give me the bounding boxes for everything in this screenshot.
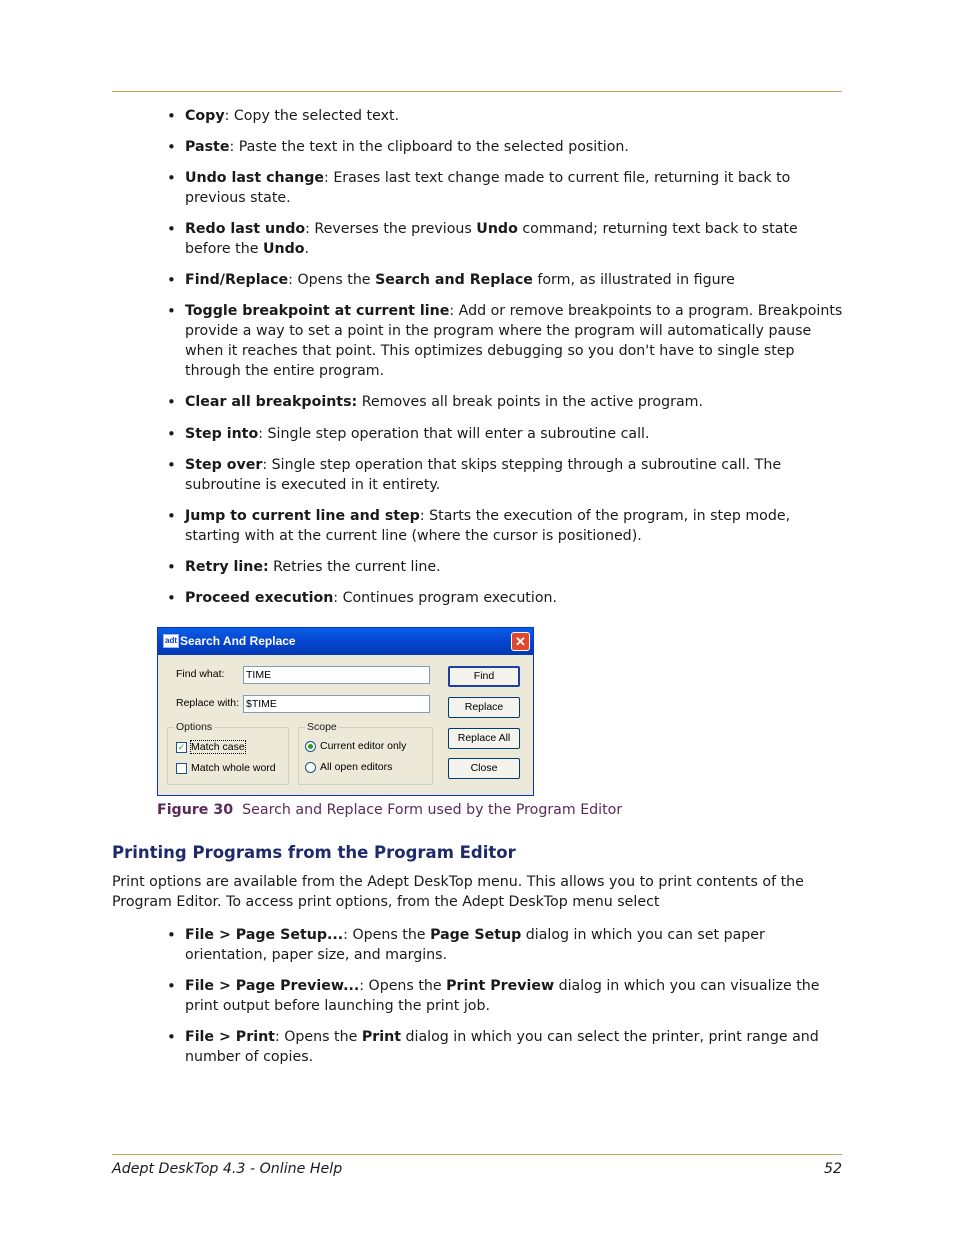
all-open-editors-label[interactable]: All open editors [320, 761, 393, 773]
dialog-titlebar[interactable] [158, 628, 533, 655]
list-item: • Retry line: Retries the current line. [165, 557, 845, 577]
list-item: • Jump to current line and step: Starts the execution of the program, in step mode, starting with at the current line (where the cursor is positioned). [165, 506, 845, 546]
replace-with-label: Replace with: [176, 697, 240, 709]
replace-button[interactable]: Replace [448, 697, 520, 718]
options-group-label: Options [176, 721, 213, 733]
figure-caption [157, 802, 622, 818]
match-case-checkbox[interactable]: ✓ [177, 742, 186, 752]
footer-title: Adept DeskTop 4.3 - Online Help [112, 1161, 343, 1177]
section-intro: Print options are available from the Adept DeskTop menu. This allows you to print contents of the Program Editor. To access print options, from the Adept DeskTop menu select [112, 874, 804, 910]
print-options-list [165, 925, 845, 1067]
editor-commands-list [165, 106, 845, 608]
scope-group-label: Scope [307, 721, 337, 733]
find-button[interactable]: Find [448, 666, 520, 687]
scope-group [298, 721, 433, 785]
header-rule [112, 91, 842, 92]
list-item: • Clear all breakpoints: Removes all break points in the active program. [165, 392, 845, 412]
list-item: • Redo last undo: Reverses the previous Undo command; returning text back to state before the Undo. [165, 219, 845, 259]
current-editor-only-label[interactable]: Current editor only [320, 740, 407, 752]
figure-label: Figure 30 [157, 802, 234, 818]
list-item: • File > Print: Opens the Print dialog in which you can select the printer, print range and number of copies. [165, 1027, 845, 1067]
app-icon: adt [163, 634, 179, 648]
match-whole-word-label[interactable]: Match whole word [191, 762, 276, 774]
close-button[interactable]: Close [448, 758, 520, 779]
all-open-editors-radio[interactable] [305, 762, 316, 773]
section-heading: Printing Programs from the Program Editor [112, 843, 516, 862]
list-item: • Copy: Copy the selected text. [165, 106, 845, 126]
list-item: • File > Page Setup...: Opens the Page Setup dialog in which you can set paper orientation, paper size, and margins. [165, 925, 845, 965]
list-item: • Proceed execution: Continues program execution. [165, 588, 845, 608]
list-item: • File > Page Preview...: Opens the Print Preview dialog in which you can visualize the print output before launching the print job. [165, 976, 845, 1016]
list-item: • Find/Replace: Opens the Search and Replace form, as illustrated in figure [165, 270, 845, 290]
dialog-title: Search And Replace [180, 634, 296, 648]
find-what-field[interactable]: TIME [243, 666, 430, 684]
current-editor-only-radio[interactable] [305, 741, 316, 752]
replace-all-button[interactable]: Replace All [448, 728, 520, 749]
list-item: • Step into: Single step operation that will enter a subroutine call. [165, 424, 845, 444]
list-item: • Toggle breakpoint at current line: Add or remove breakpoints to a program. Breakpoints provide a way to set a point in the program where the program will automatically pause when it reaches that point. This optimizes debugging so you don't have to single step through the entire program. [165, 301, 845, 381]
replace-with-field[interactable]: $TIME [243, 695, 430, 713]
page-number: 52 [823, 1161, 842, 1177]
footer-rule [112, 1154, 842, 1155]
close-icon[interactable]: ✕ [511, 632, 530, 651]
options-group [167, 721, 289, 785]
match-whole-word-checkbox[interactable] [176, 763, 187, 774]
match-case-label[interactable]: Match case [191, 741, 245, 753]
list-item: • Undo last change: Erases last text change made to current file, returning it back to previous state. [165, 168, 845, 208]
find-what-label: Find what: [176, 668, 225, 680]
figure-text: Search and Replace Form used by the Program Editor [242, 802, 623, 818]
list-item: • Paste: Paste the text in the clipboard to the selected position. [165, 137, 845, 157]
list-item: • Step over: Single step operation that skips stepping through a subroutine call. The subroutine is executed in it entirety. [165, 455, 845, 495]
search-replace-dialog [157, 627, 534, 796]
